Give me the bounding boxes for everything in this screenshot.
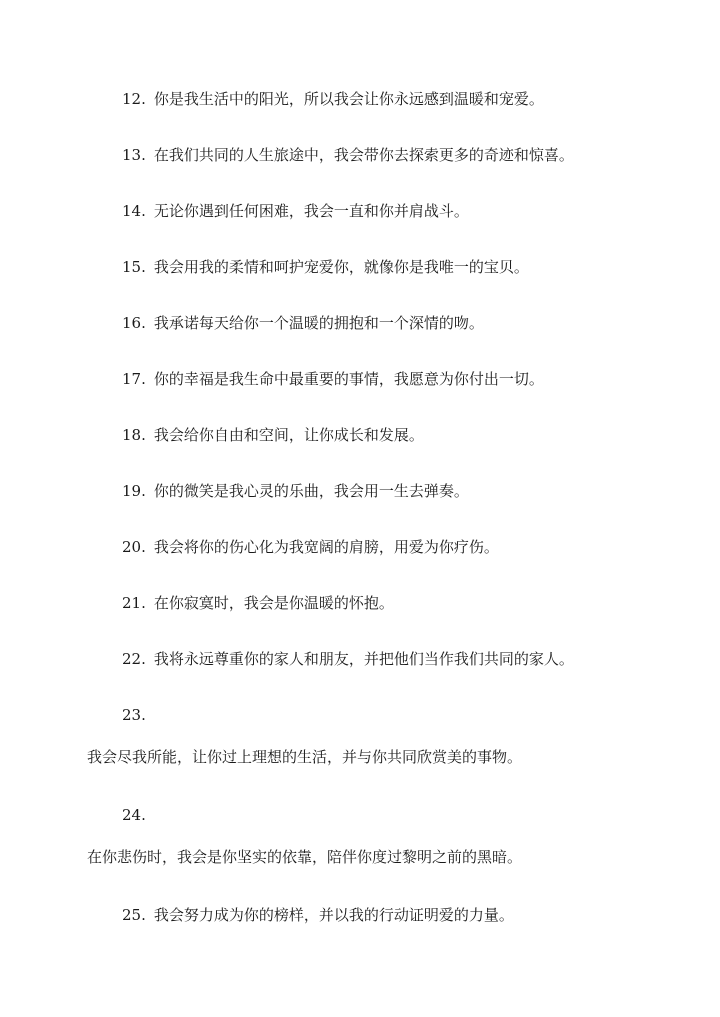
item-number: 20.	[122, 538, 146, 556]
item-text: 我会将你的伤心化为我宽阔的肩膀，用爱为你疗伤。	[153, 538, 499, 556]
item-text: 我承诺每天给你一个温暖的拥抱和一个深情的吻。	[153, 314, 484, 332]
item-text: 我会尽我所能，让你过上理想的生活，并与你共同欣赏美的事物。	[87, 748, 523, 766]
list-item-23-text	[87, 747, 522, 767]
list-item-12	[122, 89, 544, 109]
item-number: 21.	[122, 594, 146, 612]
list-item-16	[122, 313, 484, 333]
item-number: 23.	[122, 706, 146, 724]
item-text: 无论你遇到任何困难，我会一直和你并肩战斗。	[153, 202, 469, 220]
list-item-15	[122, 257, 529, 277]
item-text: 在你寂寞时，我会是你温暖的怀抱。	[153, 594, 394, 612]
item-text: 你是我生活中的阳光，所以我会让你永远感到温暖和宠爱。	[153, 90, 544, 108]
item-text: 在我们共同的人生旅途中，我会带你去探索更多的奇迹和惊喜。	[153, 146, 574, 164]
item-number: 12.	[122, 90, 146, 108]
list-item-17	[122, 369, 544, 389]
item-number: 16.	[122, 314, 146, 332]
item-text: 在你悲伤时，我会是你坚实的依靠，陪伴你度过黎明之前的黑暗。	[87, 848, 523, 866]
list-item-20	[122, 537, 499, 557]
item-number: 13.	[122, 146, 146, 164]
item-number: 18.	[122, 426, 146, 444]
item-text: 你的幸福是我生命中最重要的事情，我愿意为你付出一切。	[153, 370, 544, 388]
list-item-21	[122, 593, 394, 613]
item-number: 19.	[122, 482, 146, 500]
list-item-24-number	[122, 805, 154, 825]
item-number: 14.	[122, 202, 146, 220]
item-number: 15.	[122, 258, 146, 276]
item-number: 24.	[122, 806, 146, 824]
list-item-19	[122, 481, 469, 501]
item-text: 你的微笑是我心灵的乐曲，我会用一生去弹奏。	[153, 482, 469, 500]
list-item-23-number	[122, 705, 154, 725]
list-item-25	[122, 905, 514, 925]
list-item-22	[122, 649, 574, 669]
item-text: 我将永远尊重你的家人和朋友，并把他们当作我们共同的家人。	[153, 650, 574, 668]
item-text: 我会努力成为你的榜样，并以我的行动证明爱的力量。	[153, 906, 514, 924]
item-text: 我会用我的柔情和呵护宠爱你，就像你是我唯一的宝贝。	[153, 258, 529, 276]
item-number: 25.	[122, 906, 146, 924]
item-number: 17.	[122, 370, 146, 388]
list-item-13	[122, 145, 574, 165]
item-number: 22.	[122, 650, 146, 668]
list-item-18	[122, 425, 424, 445]
list-item-24-text	[87, 847, 522, 867]
item-text: 我会给你自由和空间，让你成长和发展。	[153, 426, 424, 444]
list-item-14	[122, 201, 469, 221]
